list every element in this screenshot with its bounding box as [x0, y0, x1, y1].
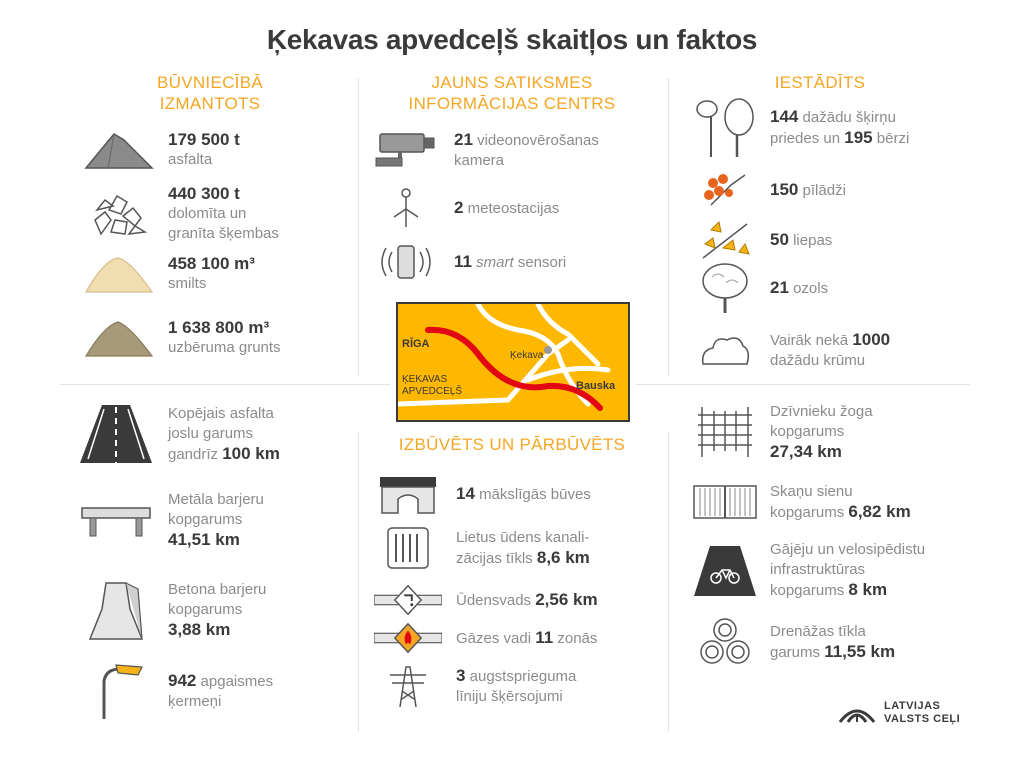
divider-right-bottom	[668, 432, 669, 732]
storm-drain-label-2: zācijas tīkls	[456, 549, 533, 567]
drain-grate-icon	[374, 524, 442, 572]
gas-label: Gāzes vadi	[456, 629, 532, 647]
rowan-label: pīlādži	[802, 181, 846, 199]
dolomite-label-2: granīta šķembas	[168, 225, 279, 242]
oak-value: 21	[770, 277, 789, 297]
divider-horizontal-right	[636, 384, 970, 385]
structures-label: mākslīgās būves	[479, 485, 591, 503]
pines-label: dažādu šķirņu	[802, 109, 896, 126]
map-label-riga: RĪGA	[402, 338, 430, 350]
drainage-value: 11,55 km	[824, 641, 896, 661]
sensor-label-italic: smart	[476, 253, 514, 271]
animal-fence-icon	[690, 404, 760, 460]
drainage-label-2: garums	[770, 643, 821, 661]
drainage-item	[690, 614, 895, 670]
sand-value: 458 100 m³	[168, 254, 255, 273]
water-pipe-icon	[374, 582, 442, 618]
dolomite-label: dolomīta un	[168, 205, 247, 222]
page-title: Ķekavas apvedceļš skaitļos un faktos	[266, 24, 758, 55]
water-supply-item	[374, 582, 598, 618]
soil-item	[78, 316, 281, 360]
gas-item	[374, 620, 597, 656]
rowan-item	[688, 170, 846, 210]
dolomite-value: 440 300 t	[168, 184, 240, 203]
street-lamp-icon	[76, 660, 156, 722]
street-lights-label-2: ķermeņi	[168, 692, 222, 710]
animal-fence-label-2: kopgarums	[770, 423, 845, 440]
concrete-barrier-label-2: kopgarums	[168, 601, 243, 618]
dolomite-item	[78, 184, 279, 244]
power-pylon-icon	[374, 662, 442, 710]
linden-item	[688, 216, 832, 264]
soil-label: uzbēruma grunts	[168, 339, 281, 356]
pines-value: 144	[770, 107, 799, 126]
asphalt-lanes-label-1: Kopējais asfalta	[168, 404, 274, 422]
linden-leaves-icon	[688, 216, 762, 264]
concrete-barrier-icon	[76, 578, 156, 642]
concrete-barrier-label-1: Betona barjeru	[168, 581, 267, 598]
logo-line-1: LATVIJAS	[884, 700, 941, 712]
weather-station-value: 2	[454, 197, 464, 217]
linden-label: liepas	[793, 231, 833, 249]
linden-value: 50	[770, 229, 789, 249]
pedestrian-bike-label-3: kopgarums	[770, 582, 845, 599]
sand-pile-icon	[78, 252, 160, 296]
high-voltage-item	[374, 662, 576, 710]
road-arch-logo-icon	[838, 702, 876, 724]
asphalt-item	[78, 128, 240, 172]
rowan-value: 150	[770, 179, 799, 199]
drainage-pipes-icon	[690, 614, 760, 670]
pedestrian-bike-label-1: Gājēju un velosipēdistu	[770, 541, 926, 558]
shrubs-prefix: Vairāk nekā	[770, 331, 849, 349]
structures-value: 14	[456, 483, 475, 503]
metal-barrier-label-1: Metāla barjeru	[168, 491, 264, 508]
divider-right-top	[668, 78, 669, 376]
sensor-label: sensori	[517, 253, 567, 271]
divider-left-top	[358, 78, 359, 376]
bridge-structure-icon	[374, 472, 442, 516]
latvijas-valsts-celi-logo	[838, 700, 960, 726]
asphalt-pile-icon	[78, 128, 160, 172]
soil-value: 1 638 800 m³	[168, 318, 270, 337]
birches-label: bērzi	[876, 130, 910, 147]
camera-label-2: kamera	[454, 151, 505, 169]
asphalt-value: 179 500 t	[168, 130, 240, 149]
weather-station-item	[368, 186, 559, 230]
logo-line-2: VALSTS CEĻI	[884, 713, 961, 725]
camera-value: 21	[454, 129, 473, 149]
route-map	[396, 302, 630, 422]
metal-barrier-item	[76, 490, 264, 550]
oak-tree-icon	[688, 260, 762, 316]
shrubs-label: dažādu krūmu	[770, 351, 866, 369]
noise-wall-label-1: Skaņu sienu	[770, 482, 853, 500]
noise-wall-label-2: kopgarums	[770, 503, 845, 521]
asphalt-lanes-value: 100 km	[222, 443, 280, 463]
camera-label: videonovērošanas	[477, 131, 599, 149]
street-lights-value: 942	[168, 670, 197, 690]
weather-station-label: meteostacijas	[467, 199, 560, 217]
asphalt-lanes-item	[76, 402, 280, 466]
pines-birches-item	[688, 96, 909, 160]
birches-value: 195	[844, 128, 873, 147]
asphalt-lanes-label-3: gandrīz	[168, 445, 219, 463]
gas-value: 11	[535, 627, 554, 647]
animal-fence-label-1: Dzīvnieku žoga	[770, 403, 873, 420]
weather-station-icon	[368, 186, 444, 230]
map-label-bauska: Bauska	[576, 380, 616, 392]
section-title-built: IZBŪVĒTS UN PĀRBŪVĒTS	[398, 435, 626, 454]
map-label-bypass-1: ĶEKAVAS	[402, 374, 448, 385]
asphalt-label: asfalta	[168, 151, 213, 168]
map-label-bypass-2: APVEDCEĻŠ	[402, 386, 463, 397]
pedestrian-bike-label-2: infrastruktūras	[770, 561, 866, 578]
street-lights-item	[76, 660, 273, 722]
section-title-construction: BŪVNIECĪBĀ IZMANTOTS	[157, 73, 263, 113]
sand-label: smilts	[168, 275, 207, 292]
noise-wall-value: 6,82 km	[848, 501, 911, 521]
pedestrian-bike-item	[690, 540, 925, 601]
high-voltage-label: augstsprieguma	[469, 667, 577, 685]
road-icon	[76, 402, 156, 466]
shrubs-value: 1000	[852, 329, 891, 349]
pines-label-2: priedes un	[770, 130, 841, 147]
water-supply-value: 2,56 km	[535, 589, 598, 609]
bike-path-icon	[690, 541, 760, 601]
pedestrian-bike-value: 8 km	[848, 580, 888, 599]
noise-wall-item	[690, 480, 911, 524]
section-title-planted: IESTĀDĪTS	[774, 73, 866, 92]
cctv-camera-icon	[368, 128, 444, 172]
asphalt-lanes-label-2: joslu garums	[168, 424, 254, 442]
map-label-kekava: Ķekava	[510, 350, 544, 361]
storm-drain-item	[374, 524, 590, 572]
shrub-icon	[688, 326, 762, 374]
water-supply-label: Ūdensvads	[456, 591, 532, 609]
animal-fence-value: 27,34 km	[770, 442, 842, 461]
animal-fence-item	[690, 402, 873, 462]
divider-left-bottom	[358, 432, 359, 732]
street-lights-label: apgaismes	[200, 672, 274, 690]
smart-sensor-icon	[368, 240, 444, 284]
shrubs-item	[688, 326, 890, 374]
gas-label-2: zonās	[557, 629, 598, 647]
metal-barrier-label-2: kopgarums	[168, 511, 243, 528]
soil-pile-icon	[78, 316, 160, 360]
crushed-stone-icon	[78, 186, 160, 242]
metal-barrier-icon	[76, 497, 156, 543]
oak-item	[688, 260, 828, 316]
concrete-barrier-value: 3,88 km	[168, 620, 231, 639]
oak-label: ozols	[793, 279, 829, 297]
high-voltage-label-2: līniju šķērsojumi	[456, 687, 563, 705]
sensor-item	[368, 240, 566, 284]
drainage-label-1: Drenāžas tīkla	[770, 622, 866, 640]
structures-item	[374, 472, 591, 516]
sand-item	[78, 252, 255, 296]
section-title-traffic: JAUNS SATIKSMES INFORMĀCIJAS CENTRS	[408, 73, 616, 113]
gas-pipe-flame-icon	[374, 620, 442, 656]
camera-item	[368, 128, 599, 172]
high-voltage-value: 3	[456, 665, 466, 685]
rowan-berries-icon	[688, 170, 762, 210]
divider-horizontal-left	[60, 384, 390, 385]
storm-drain-label-1: Lietus ūdens kanali-	[456, 528, 590, 546]
storm-drain-value: 8,6 km	[536, 547, 590, 567]
metal-barrier-value: 41,51 km	[168, 530, 240, 549]
sensor-value: 11	[454, 251, 472, 271]
concrete-barrier-item	[76, 578, 266, 642]
noise-wall-icon	[690, 480, 760, 524]
pine-birch-trees-icon	[688, 96, 762, 160]
